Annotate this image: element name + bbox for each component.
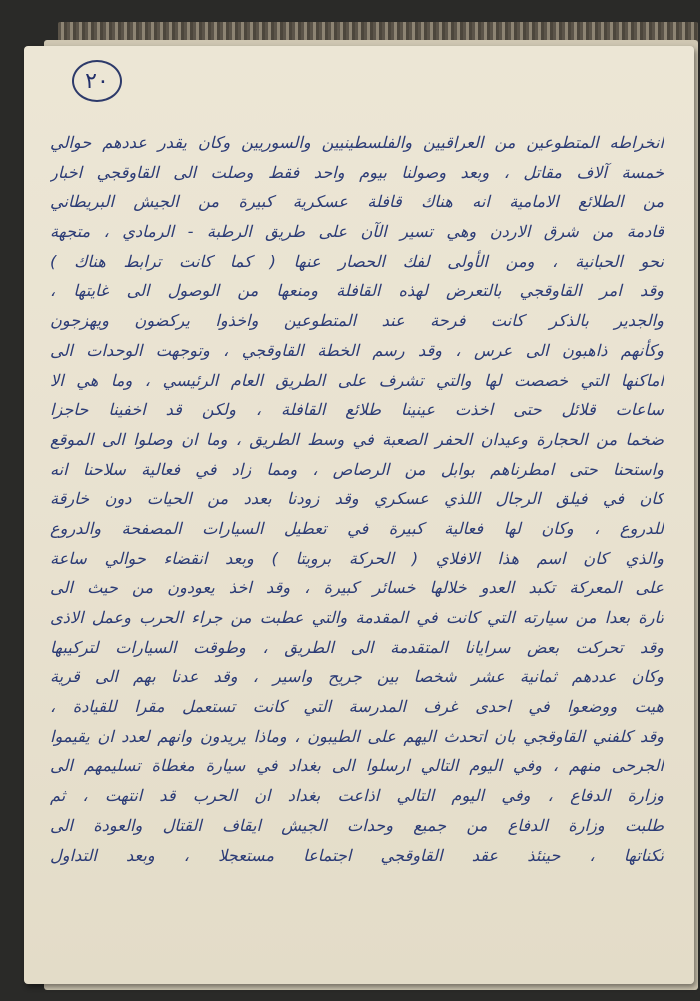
text-line: والجدير بالذكر كانت فرحة عند المتطوعين واخذوا يركضون ويهزجون: [50, 311, 664, 331]
text-line: وزارة الدفاع ، وفي اليوم التالي اذاعت بغداد ان الحرب قد انتهت ، ثم: [50, 786, 664, 806]
page-number: ٢٠: [72, 60, 122, 102]
text-line: الجرحى منهم ، وفي اليوم التالي ارسلوا الى بغداد في سيارة مغطاة تسليمهم الى: [50, 756, 664, 776]
text-line: ضخما من الحجارة وعيدان الحفر الصعبة في وسط الطريق ، وما ان وصلوا الى الموقع: [50, 429, 664, 449]
text-line: وكان عددهم ثمانية عشر شخصا بين جريح واسير ، وقد عدنا بهم الى قرية: [50, 667, 664, 687]
text-line: وقد تحركت بعض سرايانا المتقدمة الى الطريق ، وطوقت السيارات لتركيبها: [50, 637, 664, 657]
text-line: وقد امر القاوقجي بالتعرض لهذه القافلة ومنعها من الوصول الى غايتها ،: [50, 281, 664, 301]
text-line: اماكنها التي خصصت لها والتي تشرف على الطريق العام الرئيسي ، وما هي الا: [50, 370, 664, 390]
text-line: كان في فيلق الرجال اللذي عسكري وقد زودنا بعدد من الحيات دون خارقة: [50, 489, 664, 509]
text-line: قادمة من شرق الاردن وهي تسير الآن على طريق الرطبة - الرمادي ، متجهة: [50, 222, 664, 242]
text-line: والذي كان اسم هذا الافلاي ( الحركة برويتا ) وبعد انقضاء حوالي ساعة: [50, 548, 664, 568]
text-line: على المعركة تكبد العدو خلالها خسائر كبيرة ، وقد اخذ يعودون من حيث الى: [50, 578, 664, 598]
text-line: واستحنا حتى امطرناهم بوابل من الرصاص ، ومما زاد في فعالية سلاحنا انه: [50, 459, 664, 479]
text-line: هيت ووضعوا في احدى غرف المدرسة التي كانت تستعمل مقرا للقيادة ،: [50, 697, 664, 717]
text-line: انخراطه المتطوعين من العراقيين والفلسطينيين والسوريين وكان يقدر عددهم حوالي: [50, 133, 664, 152]
text-line: من الطلائع الامامية انه هناك قافلة عسكرية كبيرة من الجيش البريطاني: [50, 192, 664, 212]
text-line: وكأنهم ذاهبون الى عرس ، وقد رسم الخطة القاوقجي ، وتوجهت الوحدات الى: [50, 340, 664, 360]
handwritten-text: [50, 128, 664, 966]
text-line: نحو الحبانية ، ومن الأولى لفك الحصار عنها ( كما كانت ترابط هناك ): [50, 251, 664, 271]
text-line: وقد كلفني القاوقجي بان اتحدث اليهم على الطيبون ، وماذا يريدون وانهم لعدد ان يقيموا: [50, 726, 664, 746]
text-line: تارة بعدا من سيارته التي كانت في المقدمة والتي عطبت من جراء الحرب وعمل الاذى: [50, 608, 664, 627]
text-line: للدروع ، وكان لها فعالية كبيرة في تعطيل السيارات المصفحة والدروع: [50, 518, 664, 538]
text-line: طلبت وزارة الدفاع من جميع وحدات الجيش ايقاف القتال والعودة الى: [50, 815, 664, 835]
text-line: ساعات قلائل حتى اخذت عينينا طلائع القافلة ، ولكن قد اخفينا حاجزا: [50, 400, 664, 420]
text-line: ثكناتها ، حينئذ عقد القاوقجي اجتماعا مستعجلا ، وبعد التداول: [50, 845, 664, 865]
text-line: خمسة آلاف مقاتل ، وبعد وصولنا بيوم واحد فقط وصلت الى القاوقجي اخبار: [50, 162, 664, 182]
